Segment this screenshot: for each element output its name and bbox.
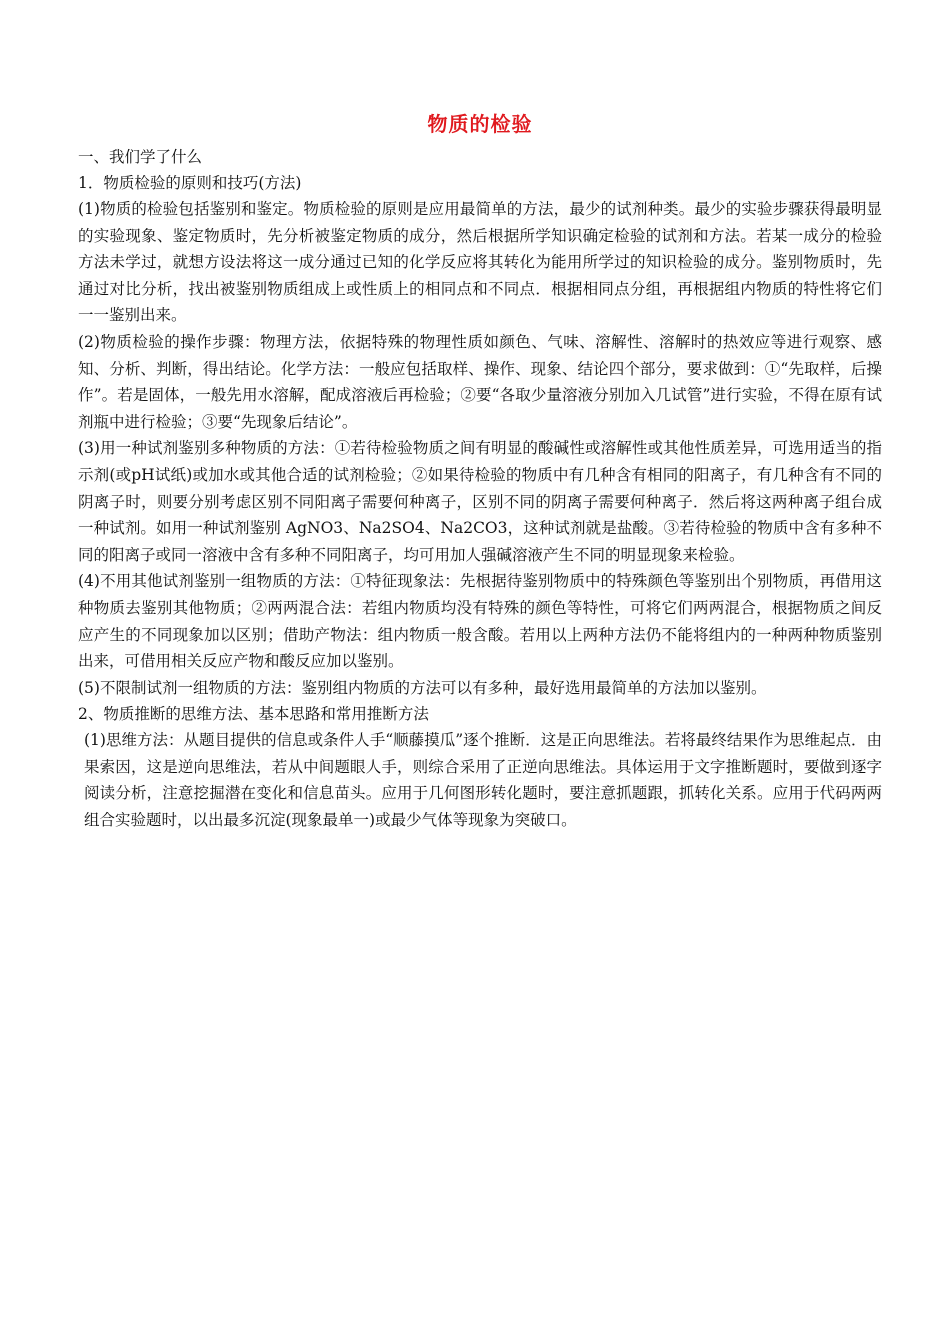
section-heading-what-we-learned: 一、我们学了什么	[78, 148, 203, 166]
document-page	[78, 108, 882, 834]
paragraph-1: (1)物质的检验包括鉴别和鉴定。物质检验的原则是应用最简单的方法，最少的试剂种类。最少的实验步骤获得最明显的实验现象、鉴定物质时，先分析被鉴定物质的成分，然后根据所学知识确定检验的试剂和方法。若某一成分的检验方法未学过，就想方设法将这一成分通过已知的化学反应将其转化为能用所学过的知识检验的成分。鉴别物质时，先通过对比分析，找出被鉴别物质组成上或性质上的相同点和不同点．根据相同点分组，再根据组内物质的特性将它们一一鉴别出来。	[78, 200, 882, 325]
subsection-heading-inference-methods: 2、物质推断的思维方法、基本思路和常用推断方法	[78, 705, 429, 724]
page-title: 物质的检验	[427, 112, 533, 136]
paragraph-3: (3)用一种试剂鉴别多种物质的方法：①若待检验物质之间有明显的酸碱性或溶解性或其他性质差异，可选用适当的指示剂(或pH试纸)或加水或其他合适的试剂检验；②如果待检验的物质中有几种含有相同的阳离子，有几种含有不同的阴离子时，则要分别考虑区别不同阳离子需要何种离子，区别不同的阴离子需要何种离子．然后将这两种离子组台成一种试剂。如用一种试剂鉴别 AgNO3、Na2SO4、Na2CO3，这种试剂就是盐酸。③若待检验的物质中含有多种不同的阳离子或同一溶液中含有多种不同阳离子，均可用加人强碱溶液产生不同的明显现象来检验。	[78, 439, 882, 564]
paragraph-4: (4)不用其他试剂鉴别一组物质的方法：①特征现象法：先根据待鉴别物质中的特殊颜色等鉴别出个别物质，再借用这种物质去鉴别其他物质；②两两混合法：若组内物质均没有特殊的颜色等特性，可将它们两两混合，根据物质之间反应产生的不同现象加以区别；借助产物法：组内物质一般含酸。若用以上两种方法仍不能将组内的一种两种物质鉴别出来，可借用相关反应产物和酸反应加以鉴别。	[78, 572, 882, 671]
subsection-heading-inspection-principles: 1．物质检验的原则和技巧(方法)	[78, 174, 302, 192]
paragraph-6: (1)思维方法：从题目提供的信息或条件人手“顺藤摸瓜”逐个推断．这是正向思维法。若将最终结果作为思维起点．由果索因，这是逆向思维法，若从中间题眼人手，则综合采用了正逆向思维法。具体运用于文字推断题时，要做到逐字阅读分析，注意挖掘潜在变化和信息苗头。应用于几何图形转化题时，要注意抓题跟，抓转化关系。应用于代码两两组合实验题时，以出最多沉淀(现象最单一)或最少气体等现象为突破口。	[84, 731, 882, 830]
paragraph-2: (2)物质检验的操作步骤：物理方法，依据特殊的物理性质如颜色、气味、溶解性、溶解时的热效应等进行观察、感知、分析、判断，得出结论。化学方法：一般应包括取样、操作、现象、结论四个部分，要求做到：①“先取样，后操作”。若是固体，一般先用水溶解，配成溶液后再检验；②要“各取少量溶液分别加入几试管”进行实验，不得在原有试剂瓶中进行检验；③要“先现象后结论”。	[78, 332, 882, 431]
paragraph-5: (5)不限制试剂一组物质的方法：鉴别组内物质的方法可以有多种，最好选用最简单的方法加以鉴别。	[78, 678, 767, 697]
